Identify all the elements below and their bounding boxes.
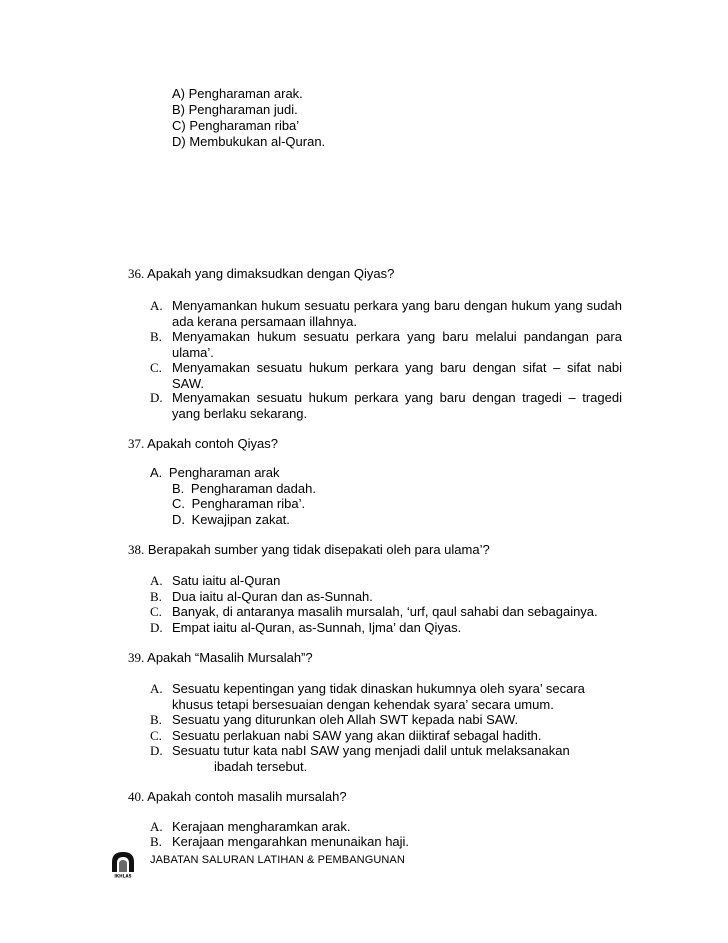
question-text: Apakah yang dimaksudkan dengan Qiyas? bbox=[147, 266, 395, 281]
option-text: Banyak, di antaranya masalih mursalah, ‘urf, qaul sahabi dan sebagainya. bbox=[172, 604, 598, 619]
question-text: Apakah “Masalih Mursalah”? bbox=[147, 650, 313, 665]
option-letter: A. bbox=[150, 298, 163, 313]
option-letter: D. bbox=[150, 390, 163, 405]
option-text: Pengharaman riba’. bbox=[191, 496, 306, 511]
option-c bbox=[172, 496, 305, 511]
top-option-b: B) Pengharaman judi. bbox=[172, 102, 298, 117]
option-a bbox=[150, 465, 280, 480]
option-text-line2: ibadah tersebut. bbox=[214, 759, 308, 774]
option-letter: C. bbox=[172, 496, 185, 511]
option-text: Kerajaan mengharamkan arak. bbox=[172, 819, 351, 834]
option-text-line1: Sesuatu tutur kata nabI SAW yang menjadi dalil untuk melaksanakan bbox=[172, 743, 570, 758]
option-letter: D. bbox=[172, 512, 185, 527]
option-text: Menyamakan hukum sesuatu perkara yang baru melalui pandangan para ulama’. bbox=[172, 329, 622, 360]
option-text: Sesuatu yang diturunkan oleh Allah SWT kepada nabi SAW. bbox=[172, 712, 519, 727]
option-letter: C. bbox=[150, 604, 162, 619]
option-letter: B. bbox=[172, 481, 185, 496]
option-letter: B. bbox=[150, 589, 162, 604]
top-option-c: C) Pengharaman riba’ bbox=[172, 118, 300, 133]
option-text: Pengharaman arak bbox=[168, 465, 280, 480]
option-letter: A. bbox=[150, 819, 163, 834]
option-b bbox=[172, 481, 316, 496]
option-text: Dua iaitu al-Quran dan as-Sunnah. bbox=[172, 589, 373, 604]
option-text: Empat iaitu al-Quran, as-Sunnah, Ijma’ dan Qiyas. bbox=[172, 620, 462, 635]
option-letter: C. bbox=[150, 728, 162, 743]
question-number: 39. bbox=[128, 650, 145, 665]
question-text: Berapakah sumber yang tidak disepakati oleh para ulama’? bbox=[147, 542, 490, 557]
top-option-a: A) Pengharaman arak. bbox=[172, 86, 303, 101]
option-text: Kewajipan zakat. bbox=[191, 512, 290, 527]
option-text: Satu iaitu al-Quran bbox=[172, 573, 281, 588]
option-text: Sesuatu perlakuan nabi SAW yang akan diiktiraf sebagal hadith. bbox=[172, 728, 542, 743]
option-text: Pengharaman dadah. bbox=[190, 481, 316, 496]
question-40-heading bbox=[128, 789, 347, 805]
option-text: Menyamankan hukum sesuatu perkara yang baru dengan hukum yang sudah ada kerana persamaan illahnya. bbox=[172, 298, 622, 329]
question-37-heading bbox=[128, 436, 278, 452]
option-letter: D. bbox=[150, 620, 163, 635]
option-text-line1: Sesuatu kepentingan yang tidak dinaskan hukumnya oleh syara’ secara bbox=[172, 681, 585, 696]
option-text: Kerajaan mengarahkan menunaikan haji. bbox=[172, 834, 410, 849]
option-letter: D. bbox=[150, 743, 163, 758]
option-letter: A. bbox=[150, 681, 163, 696]
option-text: Menyamakan sesuatu hukum perkara yang baru dengan sifat – sifat nabi SAW. bbox=[172, 360, 622, 391]
top-option-d: D) Membukukan al-Quran. bbox=[172, 134, 326, 149]
question-36-heading bbox=[128, 266, 394, 282]
question-number: 38. bbox=[128, 542, 145, 557]
option-letter: C. bbox=[150, 360, 162, 375]
question-number: 37. bbox=[128, 436, 145, 451]
question-38-heading bbox=[128, 542, 490, 558]
option-letter: B. bbox=[150, 712, 162, 727]
question-number: 40. bbox=[128, 789, 145, 804]
footer-department: JABATAN SALURAN LATIHAN & PEMBANGUNAN bbox=[150, 854, 405, 866]
option-letter: B. bbox=[150, 834, 162, 849]
question-text: Apakah contoh Qiyas? bbox=[147, 436, 278, 451]
question-text: Apakah contoh masalih mursalah? bbox=[147, 789, 347, 804]
ikhlas-logo-icon bbox=[108, 850, 138, 878]
option-letter: B. bbox=[150, 329, 162, 344]
logo-label: IKHLAS bbox=[114, 873, 132, 878]
question-number: 36. bbox=[128, 266, 145, 281]
option-d bbox=[172, 512, 290, 527]
option-text-line2: khusus tetapi bersesuaian dengan kehendak syara’ secara umum. bbox=[172, 697, 554, 712]
option-text: Menyamakan sesuatu hukum perkara yang baru dengan tragedi – tragedi yang berlaku sekarang. bbox=[172, 390, 622, 421]
option-letter: A. bbox=[150, 465, 163, 480]
question-39-heading bbox=[128, 650, 313, 666]
option-letter: A. bbox=[150, 573, 163, 588]
